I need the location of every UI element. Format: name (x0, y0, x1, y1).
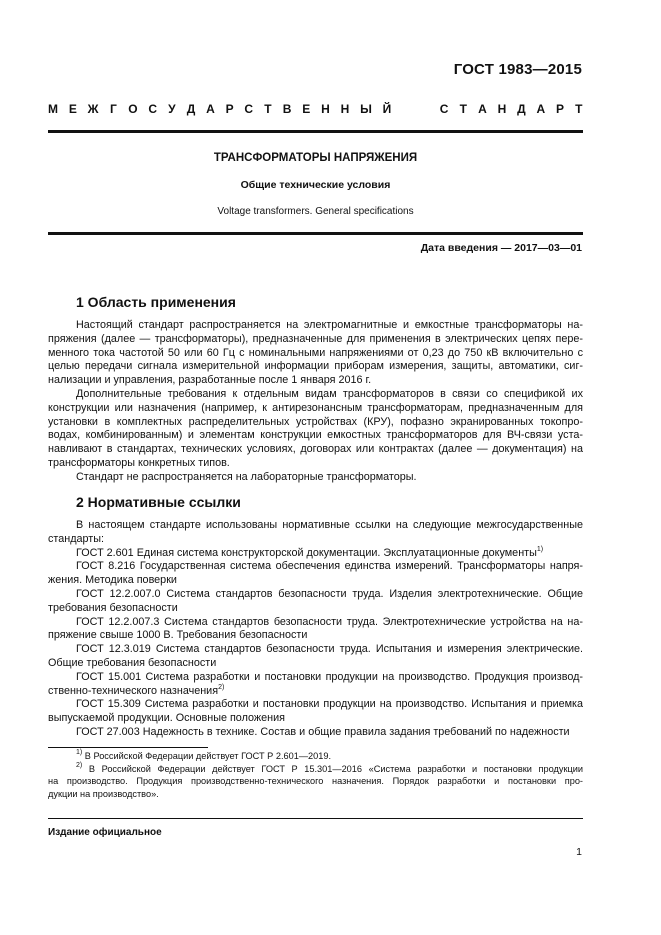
reference-line: ГОСТ 12.2.007.3 Система стандартов безопасности труда. Электротехнические устройства на на- (76, 615, 583, 628)
standard-number: ГОСТ 1983—2015 (453, 61, 582, 78)
banner-letter: Р (556, 102, 565, 116)
reference-line: требования безопасности (48, 601, 178, 614)
footnote-mark: 2) (218, 683, 225, 691)
reference-line: ГОСТ 27.003 Надежность в технике. Состав и общие правила задания требований по надежности (76, 725, 570, 738)
banner-letter: Г (109, 102, 117, 116)
text-line: стандарты: (48, 532, 104, 545)
header-rule (48, 130, 583, 133)
banner-letter: Т (264, 102, 272, 116)
banner-letter: Ы (360, 102, 372, 116)
reference-line: ГОСТ 12.2.007.0 Система стандартов безопасности труда. Изделия электротехнические. Общие (76, 587, 583, 600)
interstate-standard-banner (48, 102, 583, 116)
document-title-english: Voltage transformers. General specifications (217, 206, 414, 217)
title-rule (48, 232, 583, 235)
footer-rule (48, 818, 583, 819)
banner-letter: Е (302, 102, 311, 116)
banner-letter: Н (497, 102, 507, 116)
banner-letter: В (282, 102, 292, 116)
document-title: ТРАНСФОРМАТОРЫ НАПРЯЖЕНИЯ (213, 152, 418, 164)
banner-letter: М (48, 102, 58, 116)
text-line: Настоящий стандарт распространяется на электромагнитные и емкостные трансформаторы на- (76, 319, 583, 331)
reference-line: ственно-технического назначения$^{2)}$ (48, 683, 225, 697)
banner-letter: А (206, 102, 215, 116)
text-line: В настоящем стандарте использованы нормативные ссылки на следующие межгосударственные (76, 519, 583, 531)
introduction-date: Дата введения — 2017—03—01 (420, 242, 582, 254)
footnote-2-line: дукции на производство». (48, 788, 159, 799)
text-line: водах, комбинированным) и элементам конструкции емкостных трансформаторов для ВЧ-связи уста- (48, 429, 583, 442)
banner-letter: Т (459, 102, 467, 116)
text-line: установки в комплектных распределительных устройствах (КРУ), пофазно экранированных токопро- (48, 415, 583, 428)
footnote-mark: 1) (536, 545, 544, 553)
section-1-heading: 1 Область применения (76, 294, 236, 310)
banner-letter: Е (68, 102, 77, 116)
footnote-1: $^{1)}$ В Российской Федерации действует ГОСТ Р 2.601—2019. (76, 749, 332, 761)
banner-letter: С (244, 102, 254, 116)
banner-letter (402, 102, 410, 116)
reference-line: ГОСТ 2.601 Единая система конструкторской документации. Эксплуатационные документы$^{1)}$ (76, 545, 544, 559)
reference-line: ГОСТ 8.216 Государственная система обеспечения единства измерений. Трансформаторы напря- (76, 560, 583, 573)
footnote-2: $^{2)}$ В Российской Федерации действует ГОСТ Р 15.301—2016 «Система разработки и постановки продукции (76, 761, 583, 774)
text-line: Стандарт не распространяется на лабораторные трансформаторы. (76, 470, 417, 483)
document-subtitle: Общие технические условия (240, 179, 391, 191)
banner-letter: А (478, 102, 487, 116)
reference-line: ГОСТ 12.3.019 Система стандартов безопасности труда. Испытания и измерения электрические. (76, 643, 583, 656)
text-line: навливают в стандартах, технических условиях, договорах или контрактах (далее — документация) на (48, 443, 583, 456)
reference-line: ГОСТ 15.001 Система разработки и постановки продукции на производство. Продукция производ- (76, 670, 583, 683)
official-edition-label: Издание официальное (48, 827, 162, 838)
footnote-rule (48, 747, 208, 748)
banner-letter: Ж (87, 102, 99, 116)
banner-letter: Д (517, 102, 526, 116)
banner-letter: С (148, 102, 158, 116)
section-2-body (48, 519, 583, 740)
banner-letter: С (439, 102, 449, 116)
text-line: трансформаторы конкретных типов. (48, 456, 230, 469)
banner-letter (421, 102, 429, 116)
banner-letter: Й (382, 102, 392, 116)
banner-letter: Д (186, 102, 196, 116)
reference-line: пряжение свыше 1000 В. Требования безопасности (48, 629, 308, 642)
banner-letter: О (128, 102, 138, 116)
text-line: нализации и управления, разработанные после 1 января 2016 г. (48, 374, 372, 387)
banner-letter: Р (225, 102, 234, 116)
section-2-heading: 2 Нормативные ссылки (76, 494, 241, 510)
banner-letter: Т (575, 102, 583, 116)
banner-letter: А (536, 102, 546, 116)
text-line: Дополнительные требования к отдельным видам трансформаторов в связи со спецификой их (76, 387, 583, 400)
banner-letter: У (168, 102, 176, 116)
footnote-2-line: на производство. Продукция производственно-технического назначения. Порядок разработки и постановки про- (48, 776, 583, 786)
footnotes (48, 750, 583, 800)
text-line: конструкции или назначения (например, к антирезонансным трансформаторам, предназначенным для (48, 401, 583, 414)
reference-line: Общие требования безопасности (48, 656, 217, 669)
reference-line: жения. Методика поверки (48, 574, 177, 587)
reference-line: выпускаемой продукции. Основные положения (48, 712, 285, 725)
page-number: 1 (576, 846, 582, 858)
section-1-body (48, 319, 583, 485)
banner-letter: Н (321, 102, 330, 116)
banner-letter: Н (340, 102, 350, 116)
text-line: пряжения (далее — трансформаторы), предназначенные для применения в электрических цепях пере- (48, 332, 583, 345)
reference-line: ГОСТ 15.309 Система разработки и постановки продукции на производство. Испытания и приемка (76, 698, 583, 711)
text-line: менного тока частотой 50 или 60 Гц с номинальными напряжениями от 0,23 до 750 кВ включительно с (48, 346, 583, 359)
text-line: целью передачи сигнала измерительной информации приборам измерения, защиты, автоматики, сиг- (48, 360, 583, 373)
